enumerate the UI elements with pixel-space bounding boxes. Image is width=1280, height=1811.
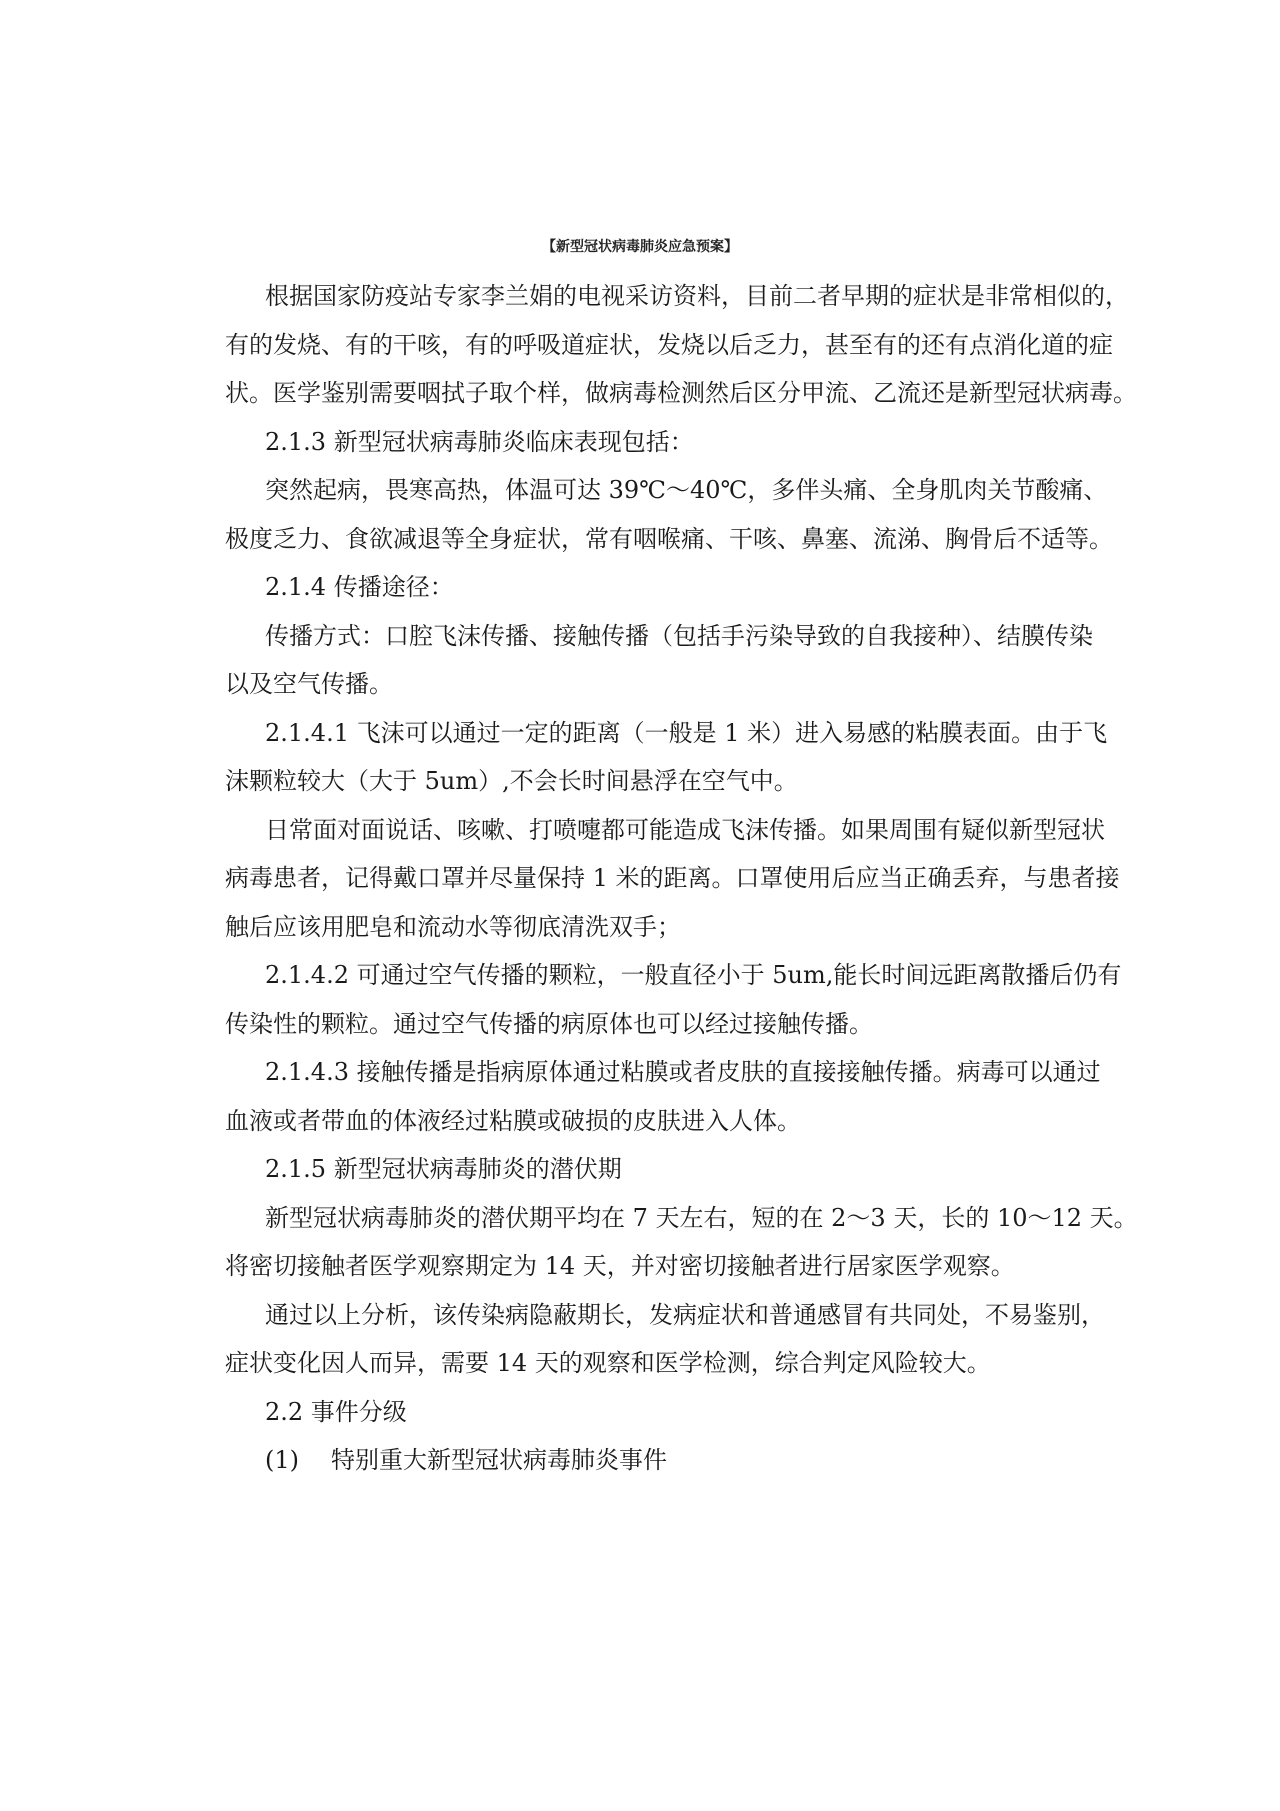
paragraph-line: 日常面对面说话、咳嗽、打喷嚏都可能造成飞沫传播。如果周围有疑似新型冠状 xyxy=(265,815,1105,844)
paragraph-line: 极度乏力、食欲减退等全身症状，常有咽喉痛、干咳、鼻塞、流涕、胸骨后不适等。 xyxy=(225,524,1113,553)
paragraph-line: 将密切接触者医学观察期定为 14 天，并对密切接触者进行居家医学观察。 xyxy=(225,1252,1015,1280)
paragraph-line: 症状变化因人而异，需要 14 天的观察和医学检测，综合判定风险较大。 xyxy=(225,1349,991,1377)
paragraph-line: 以及空气传播。 xyxy=(225,670,393,698)
section-heading: 2.1.5 新型冠状病毒肺炎的潜伏期 xyxy=(265,1155,622,1183)
list-item-text: 特别重大新型冠状病毒肺炎事件 xyxy=(331,1446,667,1474)
paragraph-line: 突然起病，畏寒高热，体温可达 39℃～40℃，多伴头痛、全身肌肉关节酸痛、 xyxy=(265,476,1108,504)
section-heading: 2.2 事件分级 xyxy=(265,1397,407,1426)
list-item xyxy=(225,1436,1165,1485)
section-heading: 2.1.3 新型冠状病毒肺炎临床表现包括： xyxy=(265,427,694,456)
paragraph-line: 病毒患者，记得戴口罩并尽量保持 1 米的距离。口罩使用后应当正确丢弃，与患者接 xyxy=(225,864,1120,892)
paragraph-line: 新型冠状病毒肺炎的潜伏期平均在 7 天左右，短的在 2～3 天，长的 10～12 天。 xyxy=(265,1203,1138,1232)
paragraph-line: 状。医学鉴别需要咽拭子取个样，做病毒检测然后区分甲流、乙流还是新型冠状病毒。 xyxy=(225,379,1137,407)
document-body xyxy=(225,272,1165,1485)
paragraph-line: 血液或者带血的体液经过粘膜或破损的皮肤进入人体。 xyxy=(225,1106,801,1135)
paragraph-line: 2.1.4.3 接触传播是指病原体通过粘膜或者皮肤的直接接触传播。病毒可以通过 xyxy=(265,1058,1101,1086)
paragraph-line: 触后应该用肥皂和流动水等彻底清洗双手； xyxy=(225,912,681,941)
paragraph-line: 根据国家防疫站专家李兰娟的电视采访资料，目前二者早期的症状是非常相似的， xyxy=(265,282,1129,310)
document-header: 【新型冠状病毒肺炎应急预案】 xyxy=(542,239,738,255)
paragraph-line: 传播方式：口腔飞沫传播、接触传播（包括手污染导致的自我接种）、结膜传染 xyxy=(265,621,1093,650)
list-item-number: (1) xyxy=(265,1446,299,1474)
section-heading: 2.1.4 传播途径： xyxy=(265,573,454,601)
paragraph-line: 2.1.4.2 可通过空气传播的颗粒，一般直径小于 5um,能长时间远距离散播后仍有 xyxy=(265,961,1122,989)
paragraph-line: 传染性的颗粒。通过空气传播的病原体也可以经过接触传播。 xyxy=(225,1009,873,1038)
paragraph-line: 通过以上分析，该传染病隐蔽期长，发病症状和普通感冒有共同处，不易鉴别， xyxy=(265,1300,1105,1329)
paragraph-line: 沫颗粒较大（大于 5um）,不会长时间悬浮在空气中。 xyxy=(225,767,798,795)
paragraph-line: 2.1.4.1 飞沫可以通过一定的距离（一般是 1 米）进入易感的粘膜表面。由于飞 xyxy=(265,718,1108,747)
paragraph-line: 有的发烧、有的干咳，有的呼吸道症状，发烧以后乏力，甚至有的还有点消化道的症 xyxy=(225,330,1113,359)
